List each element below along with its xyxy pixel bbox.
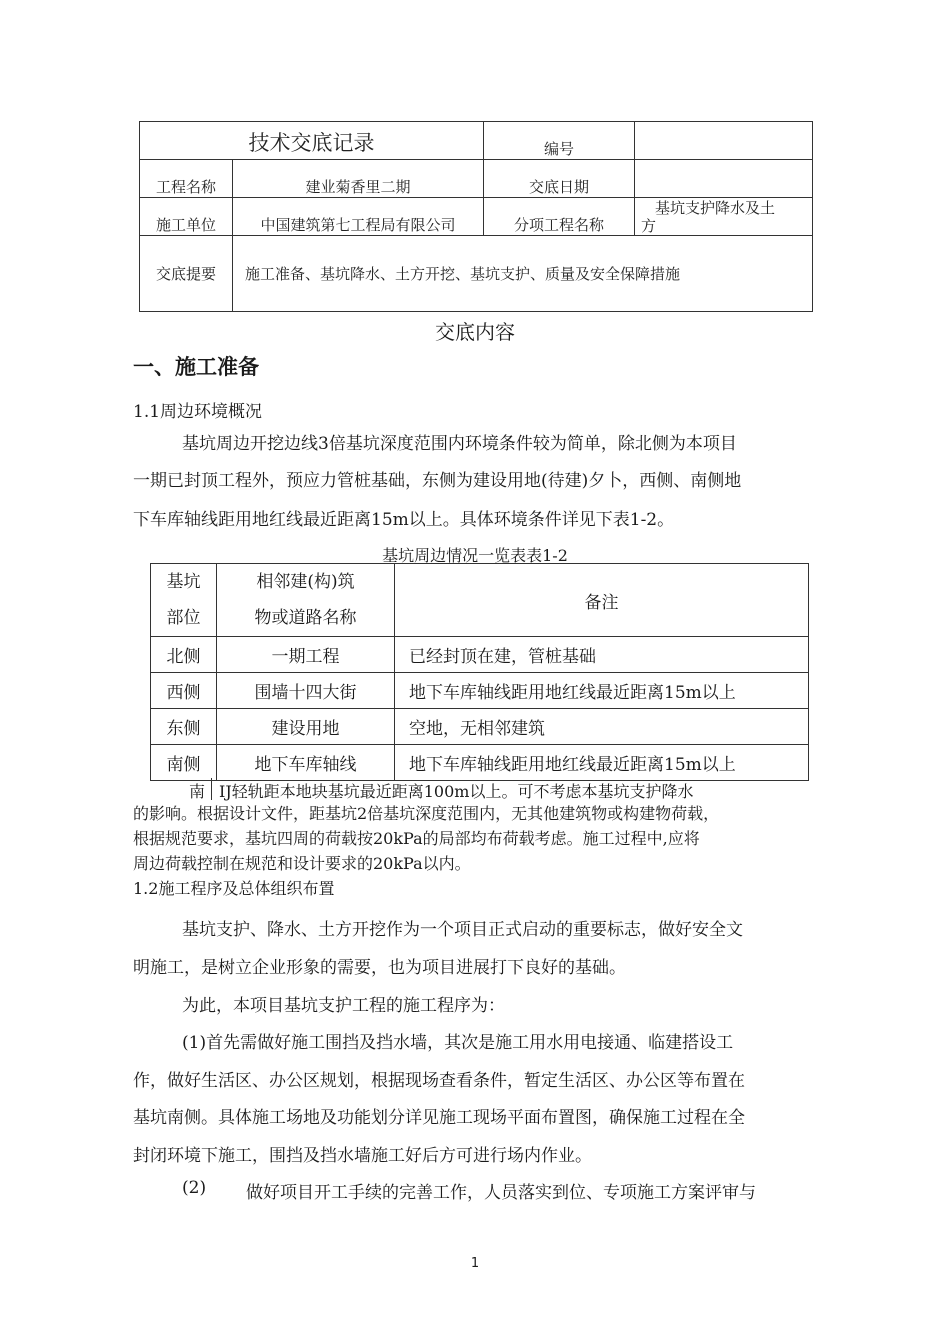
subheading-1-2: 1.2施工程序及总体组织布置: [133, 879, 335, 898]
para3-line2: 明施工，是树立企业形象的需要，也为项目进展打下良好的基础。: [133, 958, 626, 978]
sub-value-line1: 基坑支护降水及土: [655, 199, 776, 217]
row-neighbor: 一期工程: [217, 637, 395, 673]
para2-line2: 根据规范要求，基坑四周的荷载按20kPa的局部均布荷载考虑。施工过程中,应将: [133, 829, 700, 848]
project-value: 建业菊香里二期: [233, 160, 484, 198]
row-position: 北侧: [151, 637, 217, 673]
para6-number: (2): [182, 1178, 207, 1198]
number-value: [635, 122, 813, 160]
para5-line2: 作，做好生活区、办公区规划，根据现场查看条件，暂定生活区、办公区等布置在: [133, 1071, 745, 1091]
date-label: 交底日期: [484, 160, 635, 198]
summary-label: 交底提要: [140, 236, 233, 312]
row-note: 地下车库轴线距用地红线最近距离15m以上: [395, 745, 809, 781]
para5-line3: 基坑南侧。具体施工场地及功能划分详见施工现场平面布置图，确保施工过程在全: [133, 1108, 745, 1128]
col-neighbor-line2: 物或道路名称: [254, 608, 357, 628]
para5-line4: 封闭环境下施工，围挡及挡水墙施工好后方可进行场内作业。: [133, 1146, 592, 1166]
row-neighbor: 围墙十四大街: [217, 673, 395, 709]
para1-line2: 一期已封顶工程外，预应力管桩基础，东侧为建设用地(待建)夕卜，西侧、南侧地: [133, 471, 742, 491]
unit-label: 施工单位: [140, 198, 233, 236]
col-position-header: [151, 564, 217, 637]
row-position: 南侧: [151, 745, 217, 781]
fragment-right: IJ轻轨距本地块基坑最近距离100m以上。可不考虑本基坑支护降水: [219, 782, 694, 801]
row-neighbor: 建设用地: [217, 709, 395, 745]
record-table: [139, 121, 813, 312]
summary-value: 施工准备、基坑降水、土方开挖、基坑支护、质量及安全保障措施: [233, 236, 813, 312]
page-number: 1: [470, 1256, 480, 1271]
record-title: 技术交底记录: [140, 122, 484, 160]
row-neighbor: 地下车库轴线: [217, 745, 395, 781]
subheading-1-1: 1.1周边环境概况: [133, 402, 263, 422]
surroundings-table: [150, 563, 809, 781]
col-position-line2: 部位: [166, 608, 201, 628]
col-note-header: 备注: [395, 564, 809, 637]
row-note: 地下车库轴线距用地红线最近距离15m以上: [395, 673, 809, 709]
para2-line3: 周边荷载控制在规范和设计要求的20kPa以内。: [133, 854, 471, 873]
sub-label: 分项工程名称: [484, 198, 635, 236]
table-row: [151, 709, 809, 745]
sub-value-line2: 方: [641, 217, 657, 235]
para5-line1: (1)首先需做好施工围挡及挡水墙，其次是施工用水用电接通、临建搭设工: [182, 1033, 734, 1053]
row-note: 已经封顶在建，管桩基础: [395, 637, 809, 673]
row-position: 东侧: [151, 709, 217, 745]
section-heading: 一、施工准备: [133, 355, 259, 379]
unit-value: 中国建筑第七工程局有限公司: [233, 198, 484, 236]
number-label: 编号: [484, 122, 635, 160]
fragment-left: 南: [189, 782, 206, 801]
para4: 为此，本项目基坑支护工程的施工程序为：: [182, 996, 505, 1016]
row-position: 西侧: [151, 673, 217, 709]
para2-line1: 的影响。根据设计文件，距基坑2倍基坑深度范围内，无其他建筑物或构建物荷载，: [133, 804, 720, 823]
row-note: 空地，无相邻建筑: [395, 709, 809, 745]
para6-text: 做好项目开工手续的完善工作，人员落实到位、专项施工方案评审与: [246, 1183, 756, 1203]
table-row: [151, 637, 809, 673]
fragment-divider: [211, 778, 212, 800]
project-label: 工程名称: [140, 160, 233, 198]
col-position-line1: 基坑: [166, 572, 201, 592]
col-neighbor-line1: 相邻建(构)筑: [256, 572, 355, 592]
table-row: [151, 673, 809, 709]
content-title: 交底内容: [435, 320, 515, 344]
para1-line3: 下车库轴线距用地红线最近距离15m以上。具体环境条件详见下表1-2。: [133, 510, 675, 530]
date-value: [635, 160, 813, 198]
table-caption: 基坑周边情况一览表表1-2: [382, 546, 568, 565]
sub-value: [635, 198, 813, 236]
para1-line1: 基坑周边开挖边线3倍基坑深度范围内环境条件较为简单，除北侧为本项目: [182, 434, 737, 454]
table-row: [151, 745, 809, 781]
col-neighbor-header: [217, 564, 395, 637]
para3-line1: 基坑支护、降水、土方开挖作为一个项目正式启动的重要标志，做好安全文: [182, 920, 743, 940]
